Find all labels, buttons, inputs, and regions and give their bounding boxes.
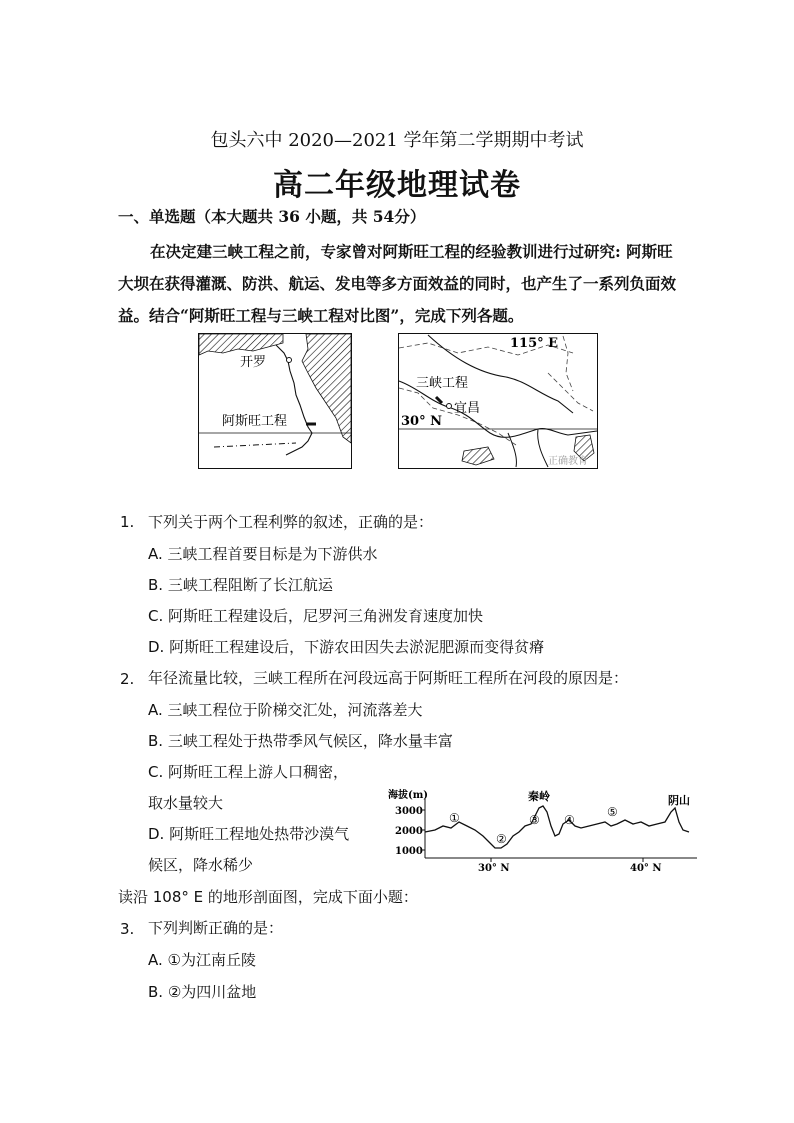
cairo-marker: [287, 358, 292, 363]
marker-5: ⑤: [607, 805, 618, 819]
aswan-label: 阿斯旺工程: [222, 414, 288, 429]
marker-2: ②: [496, 832, 507, 846]
question-text: 年径流量比较，三峡工程所在河段远高于阿斯旺工程所在河段的原因是：: [148, 669, 629, 687]
option-d-continued: 候区，降水稀少: [148, 856, 254, 874]
option-a[interactable]: A. ①为江南丘陵: [148, 951, 256, 969]
option-a[interactable]: A. 三峡工程首要目标是为下游供水: [148, 545, 378, 563]
option-c[interactable]: C. 阿斯旺工程上游人口稠密，: [148, 763, 349, 781]
question-number: 1.: [120, 513, 135, 531]
x-tick-label: 40° N: [630, 863, 662, 874]
yichang-marker: [447, 404, 452, 409]
exam-title: 高二年级地理试卷: [273, 168, 521, 203]
option-d[interactable]: D. 阿斯旺工程地处热带沙漠气: [148, 825, 350, 843]
watermark: 正确教育: [548, 456, 588, 467]
cairo-label: 开罗: [240, 355, 267, 370]
marker-1: ①: [449, 811, 460, 825]
option-d[interactable]: D. 阿斯旺工程建设后，下游农田因失去淤泥肥源而变得贫瘠: [148, 638, 545, 656]
profile-line: [425, 806, 689, 848]
option-c[interactable]: C. 阿斯旺工程建设后，尼罗河三角洲发育速度加快: [148, 607, 484, 625]
terrain-profile: [385, 786, 700, 874]
option-b[interactable]: B. ②为四川盆地: [148, 983, 257, 1001]
question-number: 2.: [120, 670, 135, 688]
yinshan-label: 阴山: [668, 794, 690, 807]
qinling-label: 秦岭: [528, 790, 550, 803]
aswan-map: [198, 333, 352, 469]
y-axis-label: 海拔(m): [388, 790, 429, 801]
x-tick-label: 30° N: [478, 863, 510, 874]
option-b[interactable]: B. 三峡工程处于热带季风气候区，降水量丰富: [148, 732, 453, 750]
question-text: 下列关于两个工程利弊的叙述，正确的是：: [148, 513, 434, 531]
question-text: 下列判断正确的是：: [148, 919, 284, 937]
section-heading: 一、单选题（本大题共 36 小题，共 54分）: [118, 207, 426, 226]
school-title: 包头六中 2020—2021 学年第二学期期中考试: [210, 130, 584, 151]
marker-4: ④: [564, 813, 575, 827]
question-number: 3.: [120, 920, 135, 938]
option-a[interactable]: A. 三峡工程位于阶梯交汇处，河流落差大: [148, 701, 423, 719]
marker-3: ③: [529, 813, 540, 827]
intro-paragraph: 在决定建三峡工程之前，专家曾对阿斯旺工程的经验教训进行过研究: 阿斯旺大坝在获得灌溉、防洪、航运、发电等多方面效益的同时，也产生了一系列负面效益。结合“阿斯旺工程与三峡工程对比图”，完成下列各题。: [118, 242, 677, 325]
y-tick-label: 1000: [395, 846, 423, 857]
profile-intro: 读沿 108° E 的地形剖面图，完成下面小题：: [118, 888, 418, 906]
longitude-label: 115° E: [510, 336, 559, 351]
option-b[interactable]: B. 三峡工程阻断了长江航运: [148, 576, 333, 594]
city-label: 宜昌: [454, 401, 481, 416]
y-tick-label: 2000: [395, 826, 423, 837]
three-gorges-map: [398, 333, 598, 469]
dam-label: 三峡工程: [416, 376, 469, 391]
option-c-continued: 取水量较大: [148, 794, 224, 812]
y-tick-label: 3000: [395, 806, 423, 817]
latitude-label: 30° N: [401, 414, 442, 429]
